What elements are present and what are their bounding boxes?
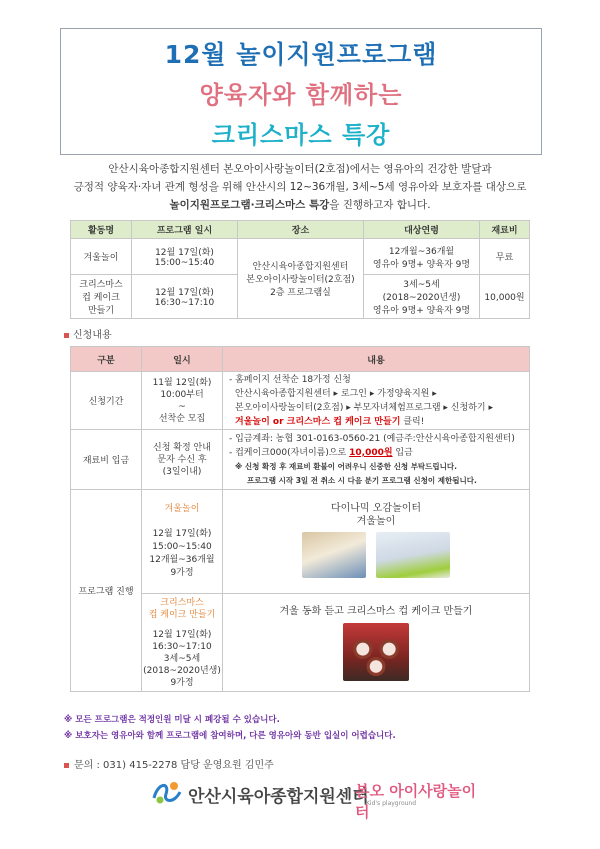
info-header: 대상연령 [364, 221, 480, 239]
footnote: ※ 모든 프로그램은 적정인원 미달 시 폐강될 수 있습니다. [64, 715, 280, 725]
target-line: 12개월~36개월 [388, 246, 455, 257]
fee-amount-pre: - 컵케이크000(자녀이름)으로 [229, 447, 350, 458]
info-header: 장소 [238, 221, 364, 239]
intro-line-3 [60, 196, 540, 214]
page-title: 12월 놀이지원프로그램 [164, 40, 438, 69]
brand-name: 본오 아이사랑놀이터 [355, 782, 477, 821]
app-header: 구분 [71, 347, 142, 372]
section-label-text: 신청내용 [73, 330, 112, 341]
page-subtitle: 양육자와 함께하는 [199, 81, 403, 109]
activity-place [238, 239, 364, 319]
info-row [71, 239, 530, 275]
apply-row [71, 372, 530, 430]
target-line: (2018~2020년생) [382, 293, 461, 303]
program-2-name: 크리스마스 [160, 597, 204, 608]
program-1-info [142, 490, 223, 594]
fee-label: 재료비 입금 [71, 430, 142, 490]
contact-info [64, 756, 274, 771]
program-2-info [142, 594, 223, 692]
info-table [70, 220, 530, 319]
program-1-detail [223, 490, 530, 594]
apply-content [223, 372, 530, 430]
app-header: 일시 [142, 347, 223, 372]
info-header: 프로그램 일시 [132, 221, 238, 239]
contact-text: 문의 : 031) 415-2278 담당 운영요원 김민주 [74, 760, 274, 771]
brand-tagline: Kid's playground [366, 800, 417, 807]
date-line: 12월 17일(화) [155, 248, 214, 258]
info-header: 재료비 [480, 221, 530, 239]
target-line: 3세~5세 [403, 280, 440, 290]
fee-date [142, 430, 223, 490]
fee-date-line: (3일이내) [162, 466, 202, 477]
apply-content-line [229, 415, 529, 429]
activity-target [364, 239, 480, 275]
center-logo-icon [150, 778, 184, 806]
apply-date [142, 372, 223, 430]
fee-amount-post: 입금 [392, 447, 413, 458]
activity-name [71, 275, 132, 319]
fee-content [223, 430, 530, 490]
page-subtitle-2: 크리스마스 특강 [211, 121, 391, 149]
program-1-photos [223, 532, 529, 581]
application-table [70, 346, 530, 692]
fee-date-line: 문자 수신 후 [157, 454, 207, 465]
program-2-time: 16:30~17:10 [152, 641, 212, 652]
time-line: 16:30~17:10 [154, 298, 215, 308]
apply-tail: 클릭! [400, 416, 425, 427]
apply-date-line: 10:00부터 [160, 389, 204, 400]
date-line: 12월 17일(화) [155, 288, 214, 298]
place-line: 본오아이사랑놀이터(2호점) [246, 275, 355, 285]
apply-content-line: 본오아이사랑놀이터(2호점) ▸ 부모자녀체험프로그램 ▸ 신청하기 ▸ [235, 402, 493, 413]
winter-play-photo-2 [376, 532, 450, 578]
time-line: 15:00~15:40 [154, 258, 215, 268]
cupcake-photo [343, 623, 409, 681]
program-1-time: 15:00~15:40 [152, 542, 212, 552]
info-header-row [71, 221, 530, 239]
apply-date-line: 선착순 모집 [158, 413, 206, 424]
activity-target [364, 275, 480, 319]
program-label: 프로그램 진행 [71, 490, 142, 692]
winter-play-photo-1 [302, 532, 366, 578]
program-2-title: 겨울 동화 듣고 크리스마스 컵 케이크 만들기 [279, 605, 473, 617]
fee-row [71, 430, 530, 490]
intro-line-1: 안산시육아종합지원센터 본오아이사랑놀이터(2호점)에서는 영유아의 건강한 발달과 [108, 163, 492, 175]
activity-date [132, 275, 238, 319]
footnote: ※ 보호자는 영유아와 함께 프로그램에 참여하며, 다른 영유아와 동반 입실이 어렵습니다. [64, 731, 396, 741]
bullet-square-icon [64, 763, 69, 768]
intro-line-2: 긍정적 양육자·자녀 관계 형성을 위해 안산시의 12~36개월, 3세~5세 영유아와 보호자를 대상으로 [73, 181, 527, 193]
program-2-target: 3세~5세 [163, 653, 201, 664]
fee-note: ※ 신청 확정 후 재료비 환불이 어려우니 신중한 신청 부탁드립니다. [235, 461, 458, 471]
name-line: 크리스마스 [79, 280, 123, 290]
fee-note: 프로그램 시작 3일 전 취소 시 다음 분기 프로그램 신청이 제한됩니다. [247, 475, 477, 485]
fee-amount: 10,000원 [349, 447, 393, 458]
program-2-name: 컵 케이크 만들기 [148, 609, 216, 620]
app-header-row [71, 347, 530, 372]
program-1-count: 9가정 [170, 568, 194, 578]
apply-highlight: 겨울놀이 or 크리스마스 컵 케이크 만들기 [235, 416, 401, 427]
section-label [64, 326, 112, 341]
center-name: 안산시육아종합지원센터 [188, 787, 369, 807]
place-line: 2층 프로그램실 [270, 288, 331, 298]
program-1-target: 12개월~36개월 [149, 555, 215, 565]
program-2-birth: (2018~2020년생) [143, 665, 221, 676]
apply-content-line: 안산시육아종합지원센터 ▸ 로그인 ▸ 가정양육지원 ▸ [235, 388, 437, 399]
place-line: 안산시육아종합지원센터 [252, 262, 349, 272]
program-2-count: 9가정 [170, 677, 194, 688]
program-2-photos [223, 623, 529, 684]
name-line: 만들기 [87, 306, 115, 316]
info-header: 활동명 [71, 221, 132, 239]
intro-text [60, 160, 540, 214]
target-line: 영유아 9명+ 양육자 9명 [372, 259, 471, 270]
program-row [71, 490, 530, 594]
program-2-detail [223, 594, 530, 692]
program-1-name: 겨울놀이 [164, 504, 200, 514]
bullet-square-icon [64, 333, 69, 338]
fee-amount-line [229, 446, 529, 460]
title-box [60, 28, 542, 155]
apply-date-line: ~ [178, 401, 186, 412]
program-2-date: 12월 17일(화) [152, 629, 212, 640]
intro-bold: 놀이지원프로그램·크리스마스 특강 [169, 199, 330, 211]
apply-date-line: 11월 12일(화) [152, 377, 212, 388]
footnotes [64, 712, 396, 744]
program-1-subtitle: 겨울놀이 [356, 516, 396, 527]
apply-label: 신청기간 [71, 372, 142, 430]
app-header: 내용 [223, 347, 530, 372]
program-1-date: 12월 17일(화) [152, 529, 212, 539]
activity-cost: 10,000원 [480, 275, 530, 319]
activity-cost: 무료 [480, 239, 530, 275]
fee-date-line: 신청 확정 안내 [153, 442, 211, 453]
activity-name: 겨울놀이 [71, 239, 132, 275]
fee-account-line: - 입금계좌: 농협 301-0163-0560-21 (예금주:안산시육아종합지원센터) [229, 433, 515, 444]
program-1-title: 다이나믹 오감놀이터 [330, 503, 422, 514]
activity-date [132, 239, 238, 275]
target-line: 영유아 9명+ 양육자 9명 [372, 306, 471, 316]
footer-logo [150, 778, 490, 821]
name-line: 컵 케이크 [82, 293, 120, 303]
intro-tail: 을 진행하고자 합니다. [329, 199, 431, 211]
apply-content-line: - 홈페이지 선착순 18가정 신청 [229, 374, 351, 385]
